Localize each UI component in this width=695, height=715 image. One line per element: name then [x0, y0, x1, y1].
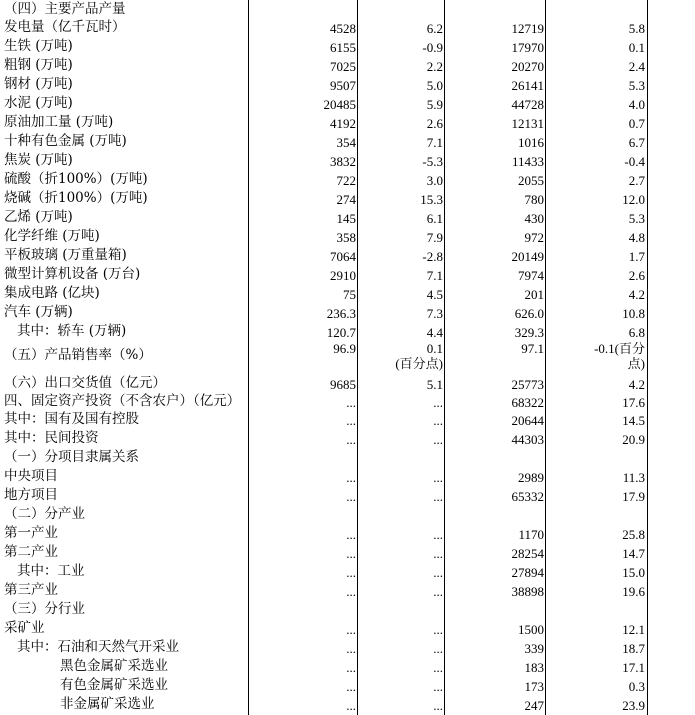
row-label: 其中：工业	[17, 563, 85, 579]
cell-value: -0.4	[624, 154, 645, 169]
row-label: 非金属矿采选业	[60, 696, 155, 712]
cell-value: 7.1	[426, 268, 443, 283]
cell-value: ...	[346, 565, 356, 580]
cell-value: 27894	[511, 565, 544, 580]
cell-value: 6.1	[426, 211, 443, 226]
cell-value: 780	[524, 192, 544, 207]
cell-value: 7974	[518, 268, 544, 283]
cell-value: 6155	[330, 40, 356, 55]
cell-value: 25773	[511, 377, 544, 392]
cell-value: 20149	[511, 249, 544, 264]
cell-value: 173	[524, 679, 544, 694]
cell-value: 5.1	[426, 377, 443, 392]
cell-value: 97.1	[521, 341, 544, 356]
cell-value: 4.4	[426, 325, 443, 340]
cell-value: 20.9	[622, 432, 645, 447]
cell-value: 15.0	[622, 565, 645, 580]
cell-value: 0.7	[628, 116, 645, 131]
row-label: 乙烯 (万吨)	[4, 209, 73, 225]
cell-value: 19.6	[622, 584, 645, 599]
cell-value: ...	[346, 432, 356, 447]
cell-value: 6.7	[628, 135, 645, 150]
cell-value: ...	[433, 395, 443, 410]
cell-value: 17.9	[622, 489, 645, 504]
cell-value: ...	[433, 546, 443, 561]
row-label: 采矿业	[4, 620, 45, 636]
cell-value: ...	[346, 641, 356, 656]
cell-value: 12.1	[622, 622, 645, 637]
cell-value: ...	[433, 641, 443, 656]
row-label: 第二产业	[4, 544, 58, 560]
cell-value: 7.3	[426, 306, 443, 321]
cell-value: 17.6	[622, 395, 645, 410]
cell-value: 28254	[511, 546, 544, 561]
cell-value: 5.9	[426, 97, 443, 112]
cell-value: 7025	[330, 59, 356, 74]
cell-value: 10.8	[622, 306, 645, 321]
cell-value: 339	[524, 641, 544, 656]
cell-value: 17.1	[622, 660, 645, 675]
cell-value: 9685	[330, 377, 356, 392]
cell-value: 11.3	[622, 470, 645, 485]
row-label: 发电量（亿千瓦时）	[4, 19, 126, 35]
cell-value: 25.8	[622, 527, 645, 542]
cell-value: 1.7	[628, 249, 645, 264]
cell-value: 722	[336, 173, 356, 188]
cell-value: ...	[433, 489, 443, 504]
cell-value: 44728	[511, 97, 544, 112]
cell-value: 0.1	[426, 341, 443, 356]
cell-value: 5.0	[426, 78, 443, 93]
cell-value: 6.2	[426, 21, 443, 36]
row-label: 水泥 (万吨)	[4, 95, 73, 111]
cell-value: 96.9	[333, 341, 356, 356]
row-label: 十种有色金属 (万吨)	[4, 133, 127, 149]
cell-value: 4.2	[628, 377, 645, 392]
cell-value: 17970	[511, 40, 544, 55]
row-label: （四）主要产品产量	[4, 1, 126, 17]
cell-value: 6.8	[628, 325, 645, 340]
cell-value: ...	[433, 565, 443, 580]
cell-value: ...	[433, 527, 443, 542]
row-label: 有色金属矿采选业	[60, 677, 168, 693]
cell-value: ...	[346, 413, 356, 428]
cell-value: -2.8	[422, 249, 443, 264]
cell-value: 4.2	[628, 287, 645, 302]
cell-value: -0.9	[422, 40, 443, 55]
cell-value: 4192	[330, 116, 356, 131]
row-label: 硫酸（折100%）(万吨)	[4, 171, 148, 187]
row-label: 汽车 (万辆)	[4, 304, 73, 320]
cell-value: ...	[346, 679, 356, 694]
cell-value: 2910	[330, 268, 356, 283]
row-label: 化学纤维 (万吨)	[4, 228, 100, 244]
cell-value: 2.6	[628, 268, 645, 283]
cell-value: 247	[524, 698, 544, 713]
cell-value: 3.0	[426, 173, 443, 188]
row-label: 原油加工量 (万吨)	[4, 114, 114, 130]
cell-value: 75	[343, 287, 356, 302]
row-label: 第三产业	[4, 582, 58, 598]
cell-value: 1170	[518, 527, 544, 542]
cell-value: 38898	[511, 584, 544, 599]
cell-value: 15.3	[420, 192, 443, 207]
cell-value: 14.7	[622, 546, 645, 561]
cell-value: 20270	[511, 59, 544, 74]
cell-value-continuation: (百分点)	[395, 356, 443, 371]
row-label: 集成电路 (亿块)	[4, 285, 100, 301]
cell-value: 2.7	[628, 173, 645, 188]
cell-value: ...	[433, 679, 443, 694]
cell-value: ...	[433, 584, 443, 599]
cell-value-continuation: 点)	[627, 356, 645, 371]
cell-value: 120.7	[326, 325, 356, 340]
cell-value: 7.9	[426, 230, 443, 245]
cell-value: 236.3	[326, 306, 356, 321]
cell-value: 329.3	[514, 325, 544, 340]
cell-value: ...	[433, 470, 443, 485]
cell-value: 3832	[330, 154, 356, 169]
cell-value: ...	[433, 622, 443, 637]
row-label: 中央项目	[4, 468, 58, 484]
cell-value: 0.1	[628, 40, 645, 55]
cell-value: 430	[524, 211, 544, 226]
cell-value: 68322	[511, 395, 544, 410]
row-label: 其中：石油和天然气开采业	[17, 639, 179, 655]
row-label: 烧碱（折100%）(万吨)	[4, 190, 148, 206]
cell-value: 145	[336, 211, 356, 226]
cell-value: 0.3	[628, 679, 645, 694]
row-label: 平板玻璃 (万重量箱)	[4, 247, 127, 263]
row-label: 其中：民间投资	[4, 430, 99, 446]
row-label: 地方项目	[4, 487, 58, 503]
cell-value: ...	[346, 698, 356, 713]
cell-value: 358	[336, 230, 356, 245]
cell-value: ...	[346, 546, 356, 561]
cell-value: 7.1	[426, 135, 443, 150]
cell-value: 183	[524, 660, 544, 675]
cell-value: 5.3	[628, 78, 645, 93]
cell-value: 4.5	[426, 287, 443, 302]
cell-value: 2.4	[628, 59, 645, 74]
cell-value: 7064	[330, 249, 356, 264]
cell-value: 2.2	[426, 59, 443, 74]
cell-value: 5.8	[628, 21, 645, 36]
cell-value: 1500	[518, 622, 544, 637]
cell-value: 5.3	[628, 211, 645, 226]
cell-value: -0.1(百分	[594, 341, 645, 356]
cell-value: ...	[346, 395, 356, 410]
row-label: （三）分行业	[4, 601, 85, 617]
cell-value: 12131	[511, 116, 544, 131]
row-label: （五）产品销售率（%）	[4, 347, 152, 363]
cell-value: ...	[346, 489, 356, 504]
cell-value: 2.6	[426, 116, 443, 131]
row-label: 焦炭 (万吨)	[4, 152, 73, 168]
row-label: 粗钢 (万吨)	[4, 57, 73, 73]
cell-value: ...	[433, 432, 443, 447]
cell-value: ...	[346, 470, 356, 485]
cell-value: 44303	[511, 432, 544, 447]
cell-value: 274	[336, 192, 356, 207]
row-label: 四、固定资产投资（不含农户）（亿元）	[4, 393, 241, 409]
cell-value: 4.8	[628, 230, 645, 245]
cell-value: ...	[346, 622, 356, 637]
cell-value: 972	[524, 230, 544, 245]
cell-value: ...	[346, 527, 356, 542]
cell-value: -5.3	[422, 154, 443, 169]
cell-value: 12.0	[622, 192, 645, 207]
row-label: 生铁 (万吨)	[4, 38, 73, 54]
cell-value: ...	[346, 660, 356, 675]
cell-value: 23.9	[622, 698, 645, 713]
row-label: 钢材 (万吨)	[4, 76, 73, 92]
cell-value: 26141	[511, 78, 544, 93]
row-label: 其中：轿车 (万辆)	[17, 323, 127, 339]
cell-value: ...	[433, 413, 443, 428]
row-label: 第一产业	[4, 525, 58, 541]
cell-value: ...	[433, 660, 443, 675]
cell-value: 4528	[330, 21, 356, 36]
cell-value: 9507	[330, 78, 356, 93]
cell-value: 2989	[518, 470, 544, 485]
cell-value: ...	[346, 584, 356, 599]
cell-value: 14.5	[622, 413, 645, 428]
cell-value: 11433	[511, 154, 544, 169]
row-label: （一）分项目隶属关系	[4, 449, 139, 465]
row-label: 其中：国有及国有控股	[4, 411, 139, 427]
cell-value: 18.7	[622, 641, 645, 656]
cell-value: 12719	[511, 21, 544, 36]
column-divider	[647, 0, 648, 715]
row-label: （六）出口交货值（亿元）	[4, 375, 166, 391]
cell-value: 201	[524, 287, 544, 302]
cell-value: 1016	[518, 135, 544, 150]
row-label: （二）分产业	[4, 506, 85, 522]
row-label: 黑色金属矿采选业	[60, 658, 168, 674]
cell-value: 65332	[511, 489, 544, 504]
cell-value: 20485	[323, 97, 356, 112]
cell-value: 354	[336, 135, 356, 150]
cell-value: 626.0	[514, 306, 544, 321]
cell-value: ...	[433, 698, 443, 713]
row-label: 微型计算机设备 (万台)	[4, 266, 141, 282]
cell-value: 20644	[511, 413, 544, 428]
cell-value: 4.0	[628, 97, 645, 112]
cell-value: 2055	[518, 173, 544, 188]
